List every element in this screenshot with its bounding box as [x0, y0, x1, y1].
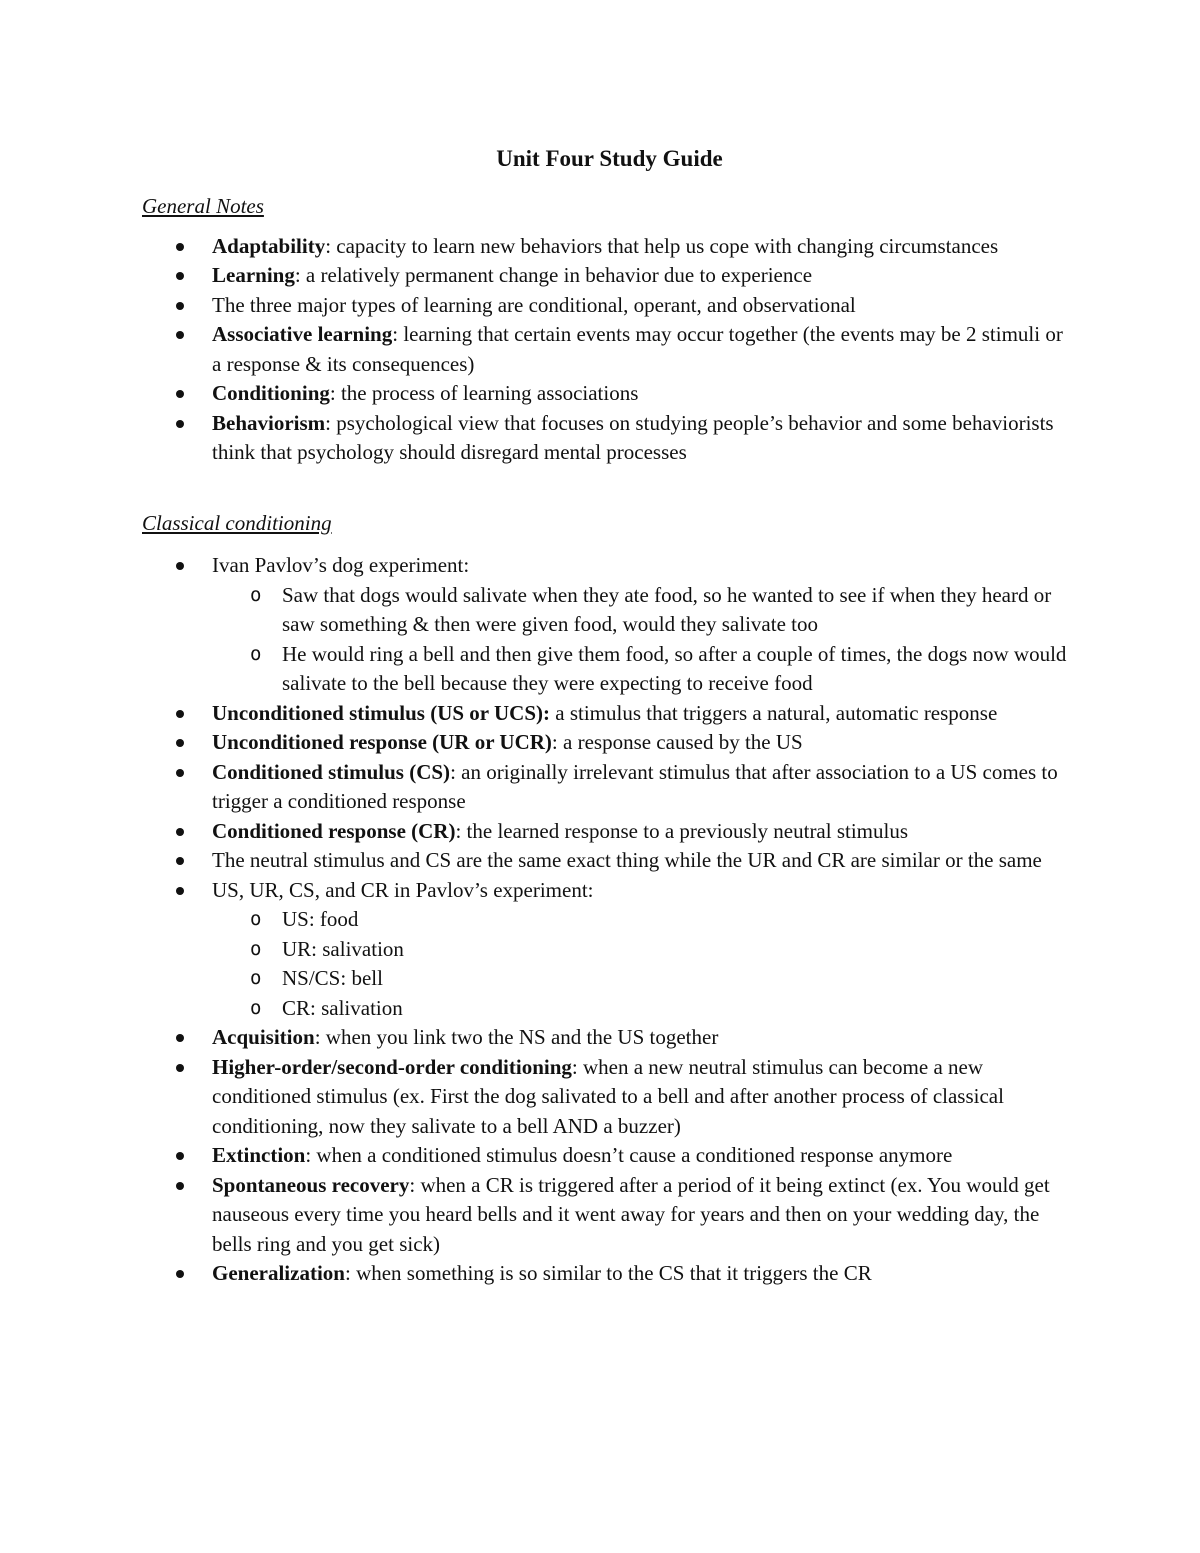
term: Adaptability	[212, 233, 326, 258]
section-heading-general-notes: General Notes	[142, 194, 264, 218]
list-item	[142, 817, 1077, 847]
term: Behaviorism	[212, 410, 326, 435]
list-item	[142, 409, 1077, 468]
definition: : an originally irrelevant stimulus that after association to a US comes to trigger a conditioned response	[212, 759, 1058, 813]
term: Higher-order/second-order conditioning	[212, 1054, 572, 1079]
list-item	[142, 1023, 1077, 1053]
term: Conditioned response (CR)	[212, 818, 456, 843]
list-item	[142, 232, 1077, 262]
term: Spontaneous recovery	[212, 1172, 410, 1197]
sub-list-item: o Saw that dogs would salivate when they ate food, so he wanted to see if when they heard or saw something & then were given food, would they salivate too	[212, 581, 1077, 640]
term: Generalization	[212, 1261, 345, 1285]
list-item	[142, 846, 1077, 876]
sub-list-item: o UR: salivation	[212, 935, 1077, 965]
list-item	[142, 876, 1077, 1024]
definition: : psychological view that focuses on studying people’s behavior and some behaviorists think that psychology should disregard mental processes	[212, 410, 1054, 464]
list-item	[142, 291, 1077, 321]
list-item	[142, 1141, 1077, 1171]
list-item	[142, 320, 1077, 379]
term: Learning	[212, 263, 295, 287]
definition: : when a CR is triggered after a period of it being extinct (ex. You would get nauseous every time you heard bells and it went away for years and then on your wedding day, the bells ring and you get sick)	[212, 1172, 1050, 1256]
list-item	[142, 1259, 1077, 1289]
term: Conditioning	[212, 381, 330, 405]
sub-list-item: o He would ring a bell and then give them food, so after a couple of times, the dogs now would salivate to the bell because they were expecting to receive food	[212, 640, 1077, 699]
definition: : when a new neutral stimulus can become a new conditioned stimulus (ex. First the dog salivated to a bell and after another process of classical conditioning, now they salivate to a bell AND a buzzer)	[212, 1054, 1004, 1138]
definition: : the learned response to a previously neutral stimulus	[455, 818, 909, 843]
term: Unconditioned stimulus (US or UCS):	[212, 700, 550, 725]
list-item	[142, 1171, 1077, 1260]
sub-list	[212, 905, 1077, 1023]
list-item	[142, 758, 1077, 817]
definition: : a response caused by the US	[551, 730, 803, 754]
list-item	[142, 261, 1077, 291]
list-item	[142, 699, 1077, 729]
section-heading-classical-conditioning: Classical conditioning	[142, 510, 332, 535]
definition: Ivan Pavlov’s dog experiment:	[212, 553, 470, 577]
term: Unconditioned response (UR or UCR)	[212, 730, 552, 754]
definition: US, UR, CS, and CR in Pavlov’s experiment:	[212, 877, 594, 902]
definition: a stimulus that triggers a natural, automatic response	[550, 700, 998, 725]
definition: : learning that certain events may occur together (the events may be 2 stimuli or a response & its consequences)	[212, 322, 1063, 376]
term: Associative learning	[212, 322, 393, 346]
classical-conditioning-list	[142, 551, 1077, 1289]
definition: The three major types of learning are conditional, operant, and observational	[212, 292, 856, 317]
list-item	[142, 551, 1077, 699]
sub-list-item: o NS/CS: bell	[212, 964, 1077, 994]
general-notes-list	[142, 232, 1077, 468]
definition: : the process of learning associations	[329, 381, 639, 405]
definition: : when you link two the NS and the US together	[314, 1025, 719, 1049]
term: Acquisition	[212, 1025, 315, 1049]
list-item	[142, 379, 1077, 409]
definition: The neutral stimulus and CS are the same exact thing while the UR and CR are similar or the same	[212, 848, 1042, 872]
definition: : a relatively permanent change in behavior due to experience	[294, 263, 813, 287]
definition: : when something is so similar to the CS that it triggers the CR	[344, 1261, 872, 1285]
list-item	[142, 728, 1077, 758]
definition: : when a conditioned stimulus doesn’t cause a conditioned response anymore	[305, 1143, 953, 1167]
definition: : capacity to learn new behaviors that help us cope with changing circumstances	[325, 233, 999, 258]
document-content	[142, 144, 1077, 1289]
sub-list-item: o US: food	[212, 905, 1077, 935]
term: Extinction	[212, 1143, 306, 1167]
sub-list	[212, 581, 1077, 699]
term: Conditioned stimulus (CS)	[212, 759, 451, 784]
sub-list-item: o CR: salivation	[212, 994, 1077, 1024]
list-item	[142, 1053, 1077, 1142]
document-title: Unit Four Study Guide	[496, 146, 723, 171]
